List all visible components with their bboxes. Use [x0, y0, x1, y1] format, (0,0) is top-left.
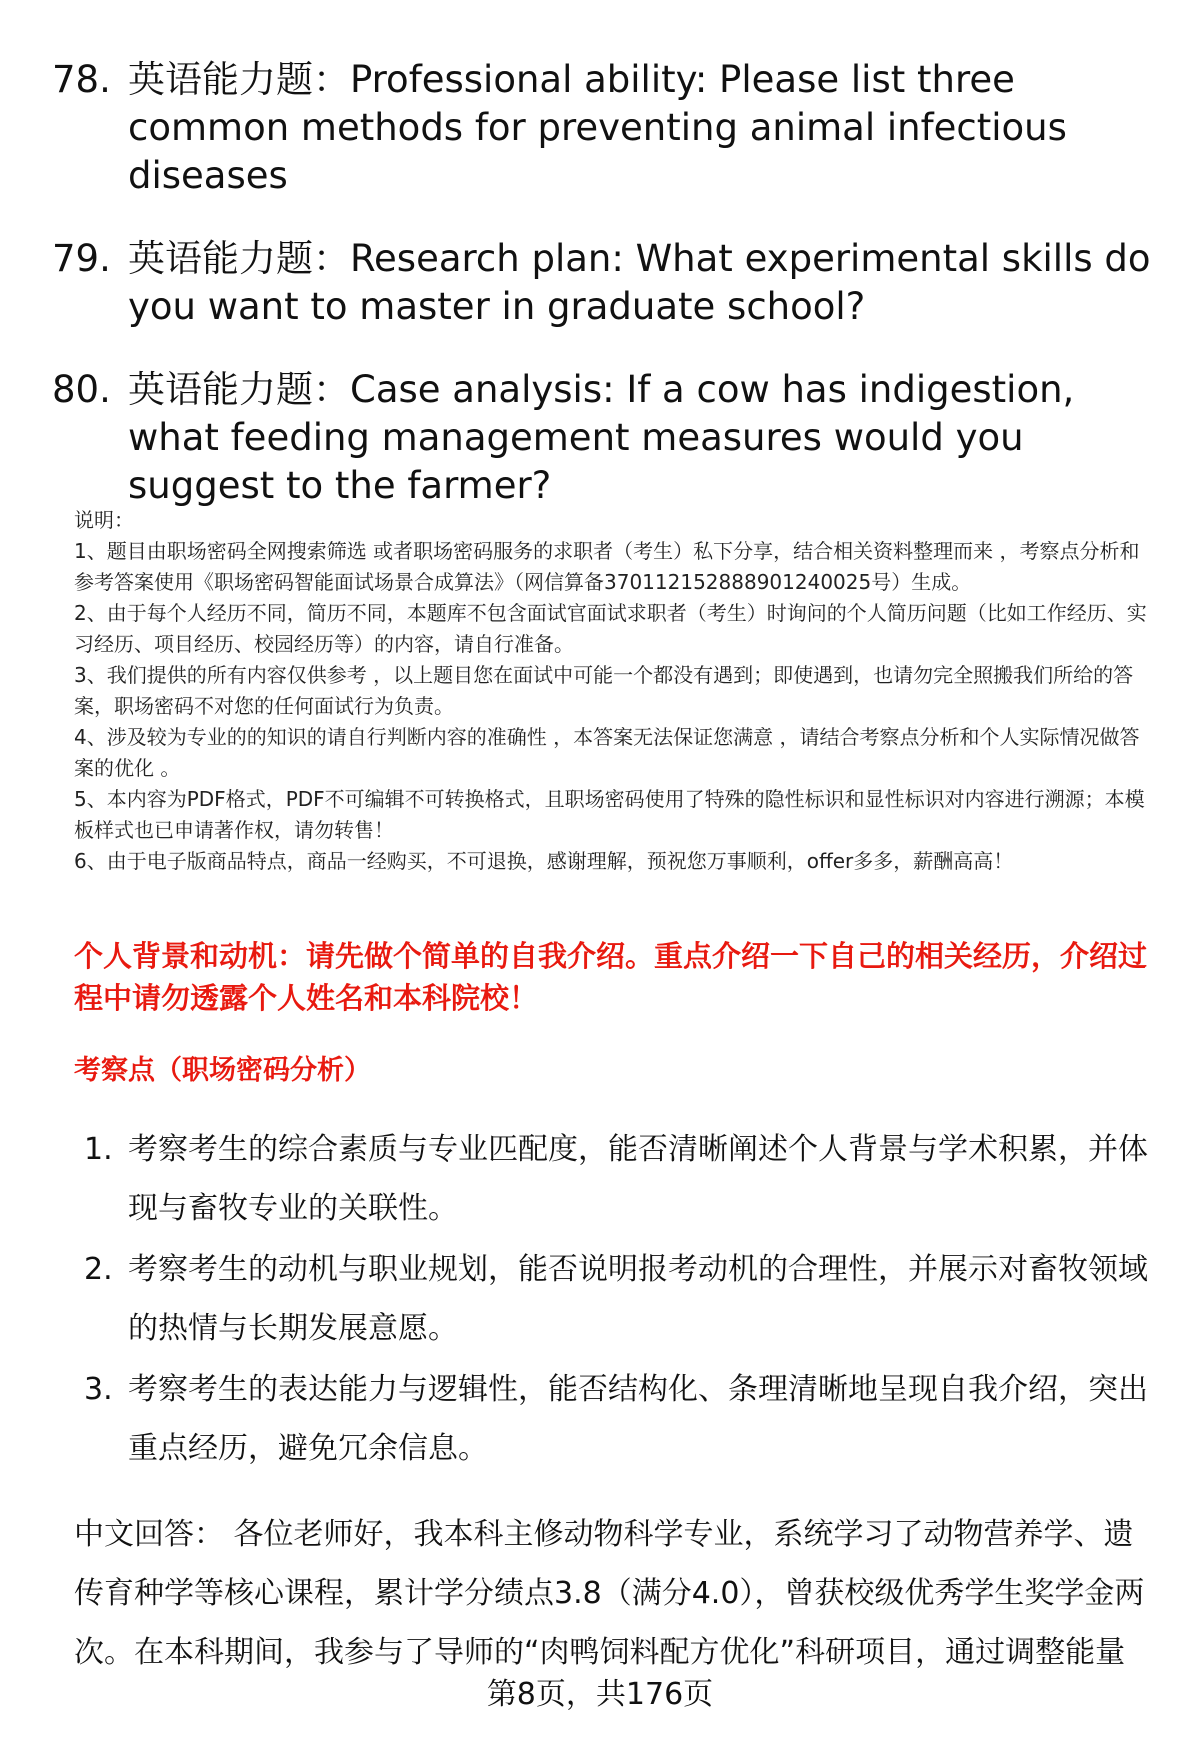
question-list	[52, 56, 1162, 545]
question-number: 78.	[52, 58, 111, 101]
question-number: 80.	[52, 368, 111, 411]
note-item: 3、我们提供的所有内容仅供参考 ，以上题目您在面试中可能一个都没有遇到；即使遇到，也请勿完全照搬我们所给的答案，职场密码不对您的任何面试行为负责。	[74, 663, 1134, 718]
question-item	[52, 235, 1162, 331]
assessment-point	[84, 1120, 1159, 1238]
point-text: 考察考生的综合素质与专业匹配度，能否清晰阐述个人背景与学术积累，并体现与畜牧专业的关联性。	[128, 1132, 1148, 1226]
point-number: 2.	[84, 1252, 113, 1287]
assessment-point	[84, 1360, 1159, 1478]
point-number: 3.	[84, 1372, 113, 1407]
question-item	[52, 56, 1162, 200]
point-text: 考察考生的表达能力与逻辑性，能否结构化、条理清晰地呈现自我介绍，突出重点经历，避免冗余信息。	[128, 1372, 1148, 1466]
note-item: 5、本内容为PDF格式，PDF不可编辑不可转换格式，且职场密码使用了特殊的隐性标识和显性标识对内容进行溯源；本模板样式也已申请著作权，请勿转售！	[74, 787, 1145, 842]
assessment-points	[84, 1120, 1159, 1480]
question-text: 英语能力题：Research plan: What experimental skills do you want to master in graduate school?	[128, 237, 1151, 328]
question-item	[52, 366, 1162, 510]
chinese-answer: 中文回答： 各位老师好，我本科主修动物科学专业，系统学习了动物营养学、遗传育种学等核心课程，累计学分绩点3.8（满分4.0），曾获校级优秀学生奖学金两次。在本科期间，我参与了导师的“肉鸭饲料配方优化”科研项目，通过调整能量	[74, 1517, 1145, 1670]
question-number: 79.	[52, 237, 111, 280]
point-number: 1.	[84, 1132, 113, 1167]
note-item: 1、题目由职场密码全网搜索筛选 或者职场密码服务的求职者（考生）私下分享，结合相关资料整理而来 ，考察点分析和参考答案使用《职场密码智能面试场景合成算法》（网信算备370112152888901240025号）生成。	[74, 539, 1140, 594]
notes-title: 说明：	[74, 508, 134, 532]
disclaimer-notes	[74, 505, 1159, 877]
question-text: 英语能力题：Case analysis: If a cow has indigestion, what feeding management measures would you suggest to the farmer?	[128, 368, 1075, 507]
page-footer: 第8页，共176页	[486, 1677, 714, 1712]
note-item: 2、由于每个人经历不同，简历不同，本题库不包含面试官面试求职者（考生）时询问的个人简历问题（比如工作经历、实习经历、项目经历、校园经历等）的内容，请自行准备。	[74, 601, 1147, 656]
assessment-heading: 考察点（职场密码分析）	[74, 1055, 371, 1086]
note-item: 6、由于电子版商品特点，商品一经购买，不可退换，感谢理解，预祝您万事顺利，offer多多，薪酬高高！	[74, 849, 1014, 873]
point-text: 考察考生的动机与职业规划，能否说明报考动机的合理性，并展示对畜牧领域的热情与长期发展意愿。	[128, 1252, 1148, 1346]
note-item: 4、涉及较为专业的的知识的请自行判断内容的准确性 ，本答案无法保证您满意 ，请结合考察点分析和个人实际情况做答案的优化 。	[74, 725, 1140, 780]
question-text: 英语能力题：Professional ability: Please list three common methods for preventing animal infectious diseases	[128, 58, 1067, 197]
interview-question: 个人背景和动机：请先做个简单的自我介绍。重点介绍一下自己的相关经历，介绍过程中请勿透露个人姓名和本科院校！	[74, 939, 1148, 1015]
assessment-point	[84, 1240, 1159, 1358]
